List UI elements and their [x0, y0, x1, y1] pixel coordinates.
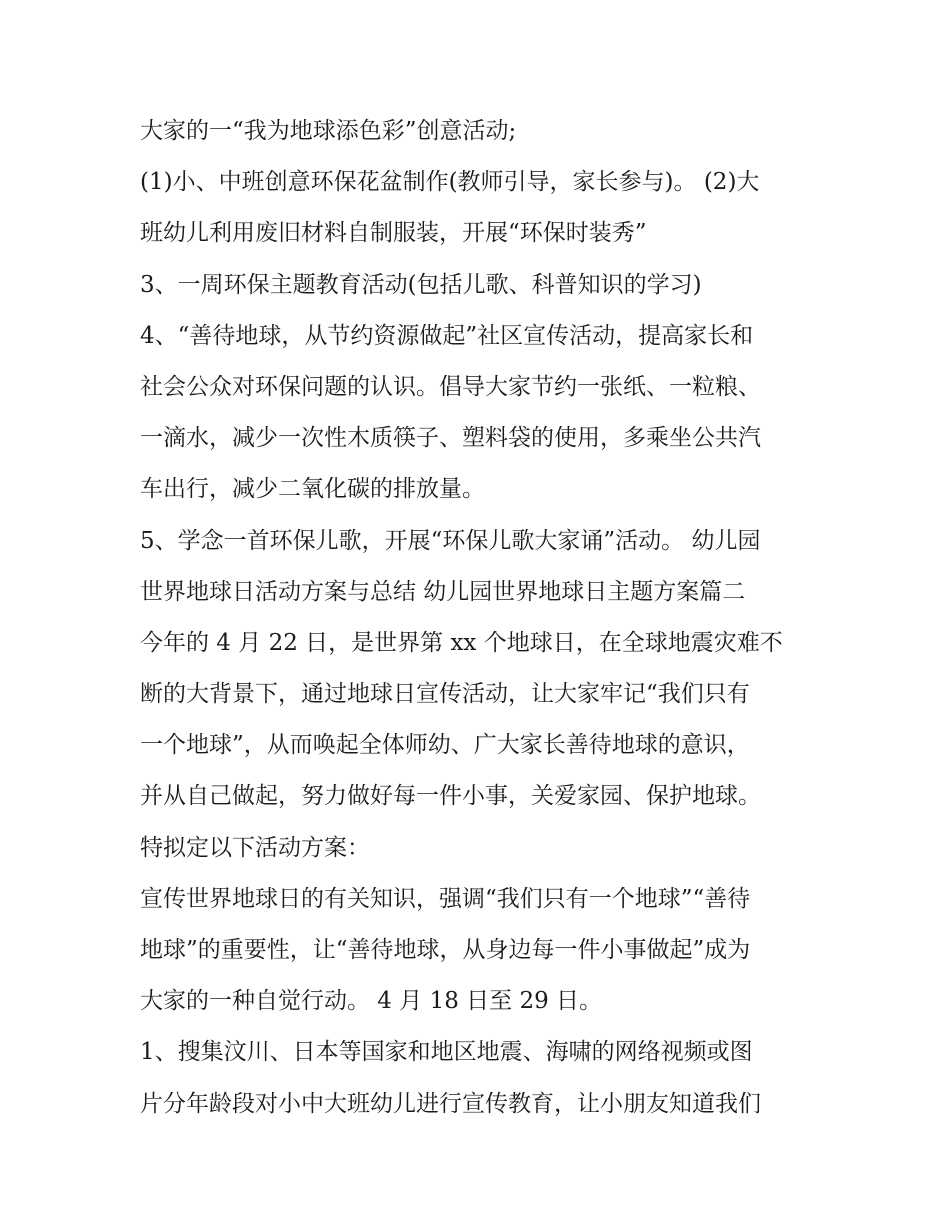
text-line: 世界地球日活动方案与总结 幼儿园世界地球日主题方案篇二: [140, 578, 746, 605]
text-line: 3、一周环保主题教育活动(包括儿歌、科普知识的学习): [140, 271, 702, 298]
text-line: 特拟定以下活动方案：: [140, 834, 370, 861]
text-line: 4、“善待地球，从节约资源做起”社区宣传活动，提高家长和: [140, 322, 754, 349]
text-line: 一滴水，减少一次性木质筷子、塑料袋的使用，多乘坐公共汽: [140, 425, 761, 452]
text-line: 大家的一种自觉行动。 4 月 18 日至 29 日。: [140, 988, 603, 1015]
document-body: [140, 106, 820, 1130]
text-line: 大家的一“我为地球添色彩”创意活动;: [140, 118, 517, 144]
text-line: (1)小、中班创意环保花盆制作(教师引导，家长参与)。 (2)大: [140, 169, 760, 196]
text-line: 一个地球”，从而唤起全体师幼、广大家长善待地球的意识，: [140, 732, 750, 759]
text-line: 宣传世界地球日的有关知识，强调“我们只有一个地球”“善待: [140, 885, 751, 912]
text-line: 车出行，减少二氧化碳的排放量。: [140, 476, 485, 503]
text-line: 社会公众对环保问题的认识。倡导大家节约一张纸、一粒粮、: [140, 373, 761, 400]
text-line: 并从自己做起，努力做好每一件小事，关爱家园、保护地球。: [140, 783, 761, 810]
text-line: 地球”的重要性，让“善待地球，从身边每一件小事做起”成为: [140, 937, 751, 963]
text-line: 今年的 4 月 22 日，是世界第 xx 个地球日，在全球地震灾难不: [140, 629, 783, 656]
text-line: 1、搜集汶川、日本等国家和地区地震、海啸的网络视频或图: [140, 1039, 753, 1066]
text-line: 片分年龄段对小中大班幼儿进行宣传教育，让小朋友知道我们: [140, 1090, 761, 1117]
text-line: 班幼儿利用废旧材料自制服装，开展“环保时装秀”: [140, 220, 647, 247]
text-line: 断的大背景下，通过地球日宣传活动，让大家牢记“我们只有: [140, 681, 750, 708]
text-line: 5、学念一首环保儿歌，开展“环保儿歌大家诵”活动。 幼儿园: [140, 527, 761, 554]
